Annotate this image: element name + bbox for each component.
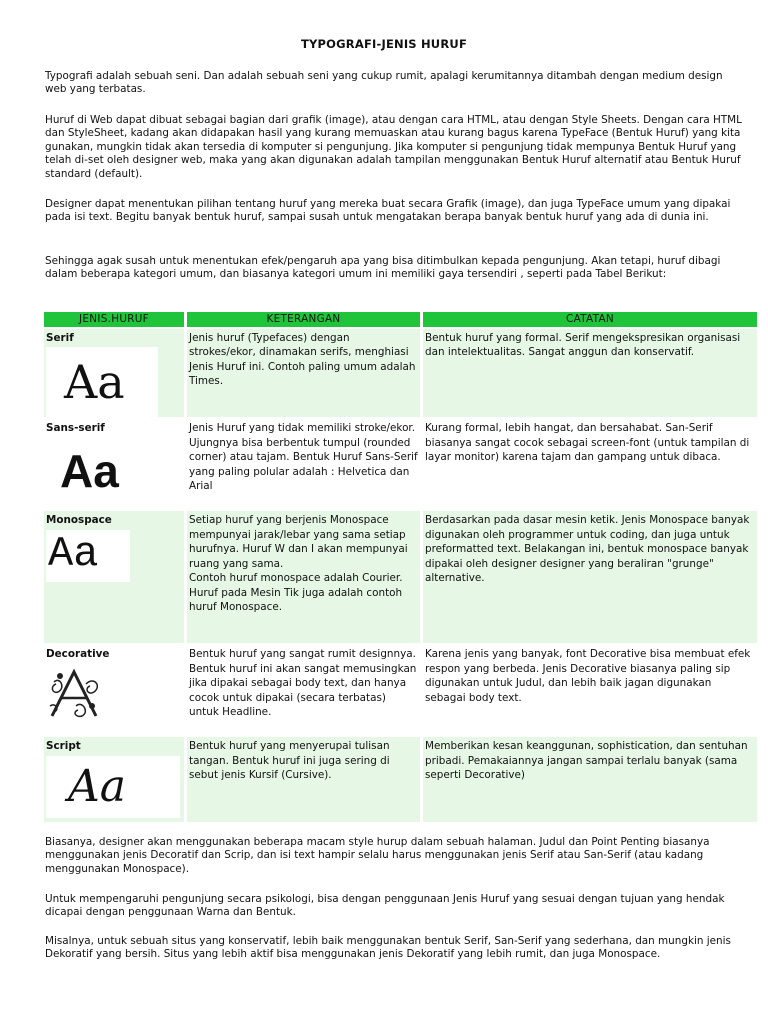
cell-catatan: Karena jenis yang banyak, font Decorative bisa membuat efek respon yang berbeda. Jenis Decorative biasanya paling sip digunakan untuk Judul, dan lebih baik jagan digunakan sebagai body text. <box>425 648 751 704</box>
intro-paragraph-1: Typografi adalah sebuah seni. Dan adalah sebuah seni yang cukup rumit, apalagi kerumitannya ditambah dengan medium design web yang terbatas. <box>45 70 723 96</box>
sans-serif-sample-image <box>46 438 182 496</box>
intro-paragraph-4: Sehingga agak susah untuk menentukan efek/pengaruh apa yang bisa ditimbulkan kepada pengunjung. Akan tetapi, huruf dibagi dalam beberapa kategori umum, dan biasanya kategori umum ini memiliki gaya tersendiri , seperti pada Tabel Berikut: <box>45 255 721 281</box>
table-row-serif <box>44 329 757 418</box>
cell-name <box>44 329 184 418</box>
type-name: Sans-serif <box>46 422 105 434</box>
sample-text: Aa <box>68 760 127 812</box>
cell-name <box>44 419 184 509</box>
type-name: Serif <box>46 331 74 344</box>
cell-name <box>44 737 184 822</box>
outro-paragraph-1: Biasanya, designer akan menggunakan beberapa macam style hurup dalam sebuah halaman. Judul dan Point Penting biasanya menggunakan jenis Decoratif dan Scrip, dan isi text hampir selalu harus menggunakan jenis Serif atau San-Serif (atau kadang menggunakan Monospace). <box>45 836 710 875</box>
cell-keterangan: Bentuk huruf yang sangat rumit designnya. Bentuk huruf ini akan sangat memusingkan jika dipakai sebagai body text, dan hanya cocok untuk dipakai (secara terbatas) untuk Headline. <box>189 648 417 718</box>
cell-catatan: Bentuk huruf yang formal. Serif mengekspresikan organisasi dan intelektualitas. Sangat anggun dan konservatif. <box>423 329 757 418</box>
cell-keterangan: Bentuk huruf yang menyerupai tulisan tangan. Bentuk huruf ini juga sering di sebut jenis Kursif (Cursive). <box>187 737 420 822</box>
intro-paragraph-2: Huruf di Web dapat dibuat sebagai bagian dari grafik (image), atau dengan cara HTML, atau dengan Style Sheets. Dengan cara HTML dan StyleSheet, kadang akan didapakan hasil yang kurang memuaskan atau kurang bagus karena TypeFace (Bentuk Huruf) yang kita gunakan, mungkin tidak akan tersedia di komputer si pengunjung. Jika komputer si pengunjung tidak mempunya Bentuk Huruf yang telah di-set oleh designer web, maka yang akan digunakan adalah tampilan menggunakan Bentuk Huruf alternatif atau Bentuk Huruf standard (default). <box>45 114 742 180</box>
table-row-script <box>44 737 757 822</box>
header-catatan: CATATAN <box>423 312 757 327</box>
intro-paragraph-3: Designer dapat menentukan pilihan tentang huruf yang mereka buat secara Grafik (image), dan juga TypeFace umum yang dipakai pada isi text. Begitu banyak bentuk huruf, sampai susah untuk mengatakan berapa banyak bentuk huruf yang ada di dunia ini. <box>45 198 731 224</box>
outro-paragraph-3: Misalnya, untuk sebuah situs yang konservatif, lebih baik menggunakan bentuk Serif, San-Serif yang sederhana, dan mungkin jenis Dekoratif yang bersih. Situs yang lebih aktif bisa menggunakan jenis Dekoratif yang lebih rumit, dan juga Monospace. <box>45 935 731 961</box>
type-name: Script <box>46 740 81 752</box>
script-sample-image <box>46 756 180 818</box>
sample-text: Aa <box>64 355 125 409</box>
cell-catatan: Kurang formal, lebih hangat, dan bersahabat. San-Serif biasanya sangat cocok sebagai screen-font (untuk tampilan di layar monitor) karena tajam dan gampang untuk dibaca. <box>425 422 750 463</box>
table-header-row <box>44 312 757 327</box>
header-keterangan: KETERANGAN <box>187 312 420 327</box>
table-row-decorative <box>44 645 757 735</box>
table-row-sans-serif <box>44 419 757 509</box>
type-name: Decorative <box>46 648 110 660</box>
type-name: Monospace <box>46 514 112 526</box>
decorative-sample-image <box>46 666 106 720</box>
cell-keterangan: Jenis huruf (Typefaces) dengan strokes/ekor, dinamakan serifs, menghiasi Jenis Huruf ini. Contoh paling umum adalah Times. <box>187 329 420 418</box>
cell-name <box>44 645 184 735</box>
cell-catatan: Memberikan kesan keanggunan, sophistication, dan sentuhan pribadi. Pemakaiannya jangan sampai terlalu banyak (sama seperti Decorative) <box>423 737 757 822</box>
decorative-letter-icon <box>46 666 106 720</box>
sample-text: Aa <box>60 444 119 496</box>
serif-sample-image <box>46 347 158 417</box>
header-jenis-huruf: JENIS.HURUF <box>44 312 184 327</box>
sample-text: Aa <box>48 529 99 578</box>
outro-paragraph-2: Untuk mempengaruhi pengunjung secara psikologi, bisa dengan penggunaan Jenis Huruf yang sesuai dengan tujuan yang hendak dicapai dengan penggunaan Warna dan Bentuk. <box>45 893 725 919</box>
cell-keterangan: Setiap huruf yang berjenis Monospace mempunyai jarak/lebar yang sama setiap hurufnya. Huruf W dan I akan mempunyai ruang yang sama. Contoh huruf monospace adalah Courier. Huruf pada Mesin Tik juga adalah contoh huruf Monospace. <box>187 511 420 643</box>
monospace-sample-image <box>46 530 130 582</box>
cell-name <box>44 511 184 643</box>
cell-keterangan: Jenis Huruf yang tidak memiliki stroke/ekor. Ujungnya bisa berbentuk tumpul (rounded corner) atau tajam. Bentuk Huruf Sans-Serif yang paling polular adalah : Helvetica dan Arial <box>189 422 418 492</box>
font-types-table <box>41 310 760 824</box>
cell-catatan: Berdasarkan pada dasar mesin ketik. Jenis Monospace banyak digunakan oleh programmer untuk coding, dan juga untuk preformatted text. Belakangan ini, bentuk monospace banyak dipakai oleh designer designer yang beraliran "grunge" alternative. <box>423 511 757 643</box>
page-title: TYPOGRAFI-JENIS HURUF <box>300 37 467 51</box>
table-row-monospace <box>44 511 757 643</box>
